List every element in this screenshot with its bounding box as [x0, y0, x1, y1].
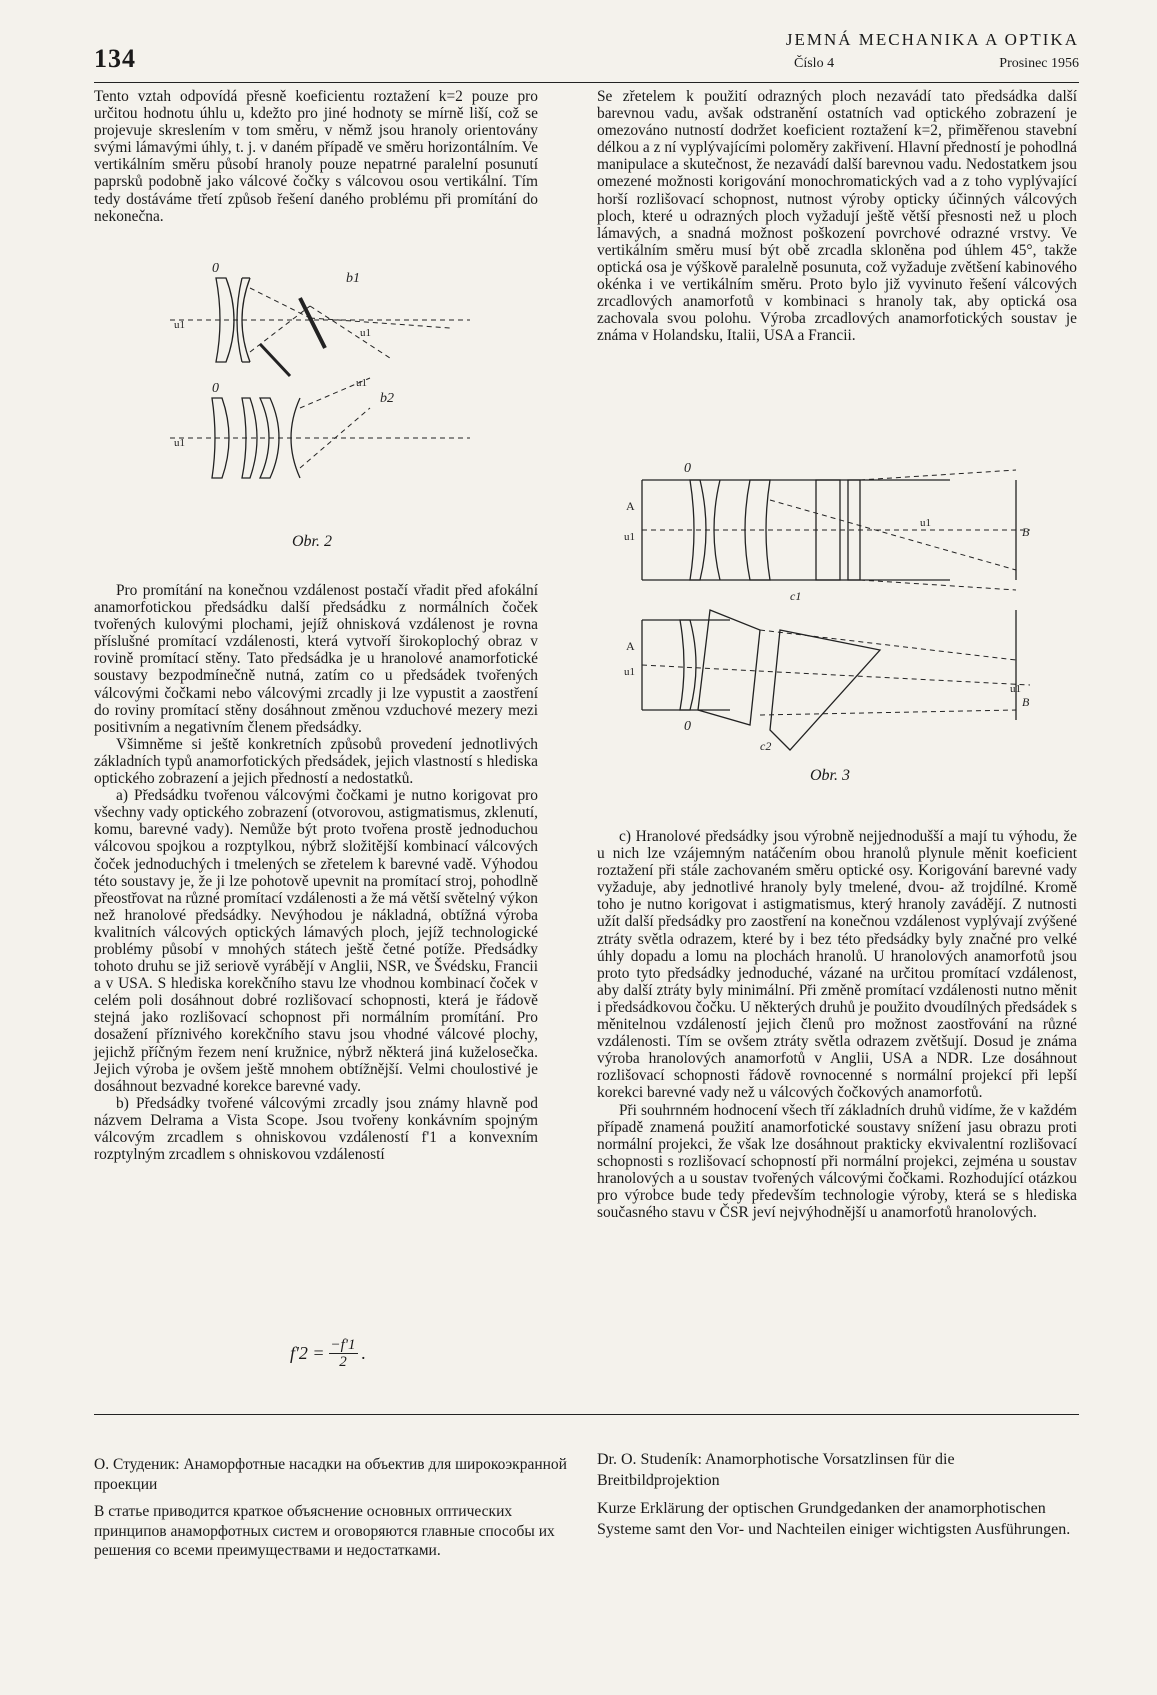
- formula-end: .: [361, 1343, 366, 1363]
- mirror-b1: [300, 298, 325, 348]
- page-number: 134: [94, 44, 136, 73]
- paragraph: c) Hranolové předsádky jsou výrobně nejjednodušší a mají tu výhodu, že u nich lze vzájemným natáčením obou hranolů plynule měnit koeficient roztažení při stále zachovaném směru optické osy. Korigování barevné vady vyžaduje, aby jednotlivé hranoly byly tmelené, dvou- až trojdílné. Kromě toho je nutno korigovat i astigmatismus, který hranoly zavádějí. Z nutnosti užít další předsádky pro zaostření na konečnou vzdálenost vyplývají zvýšené ztráty světla odrazem, které by i bez této předsádky byly značné pro velké úhly dopadu a lomu na plochách hranolů. U hranolových anamorfotů jsou proto tyto předsádky jednoduché, vázané na určitou promítací vzdálenost, aby další ztráty byly minimální. Při změně promítací vzdálenosti nutno měnit i předsádkovou čočku. U některých druhů je použito dvoudílných předsádek s měnitelnou vzdáleností jejich členů pro možnost zaostřování na různé vzdálenosti. Tím se ovšem ztráty světla odrazem zvětšují. Dosud je známa výroba hranolových anamorfotů v Anglii, USA a NDR. Lze dosáhnout rozlišovací schopnosti řádově rovnocenné s normální projekcí při lepší korekci barevné vady než u válcových čočkových anamorfotů.: [597, 828, 1077, 1102]
- figure-2-caption: Obr. 2: [292, 533, 333, 550]
- fig2-label: u1: [174, 319, 185, 331]
- formula: [290, 1337, 366, 1370]
- formula-lhs: f'2 =: [290, 1343, 325, 1363]
- lens-c1-3: [816, 480, 840, 580]
- abstract-rule: [94, 1414, 1079, 1415]
- journal-date: Prosinec 1956: [999, 56, 1079, 71]
- column-right-top: [597, 88, 1077, 344]
- paragraph: Tento vztah odpovídá přesně koeficientu roztažení k=2 pouze pro určitou hodnotu úhlu u, kdežto pro jiné hodnoty se mírně liší, což se projevuje skreslením v tom směru, v němž jsou hranoly orientovány svými lámavými úhly, t. j. v daném případě ve směru horizontálním. Ve vertikálním směru působí hranoly pouze nepatrné paralelní posunutí paprsků podobně jako válcové čočky s válcovou osou vertikální. Tím tedy dostáváme třetí způsob řešení daného problému při promítání do nekonečna.: [94, 88, 538, 225]
- column-left-top: [94, 88, 538, 225]
- paragraph: a) Předsádku tvořenou válcovými čočkami je nutno korigovat pro všechny vady optického zobrazení (otvorovou, astigmatismus, zklenutí, komu, barevné vady). Nemůže být proto tvořena prostě jednoduchou válcovou spojkou a rozptylkou, nýbrž složitější kombinací válcových čoček jednoduchých i tmelených se zřetelem k barevné vadě. Výhodou této soustavy je, že ji lze pohotově upevnit na promítací stroj, pohodlně přeostřovat na různé promítací vzdálenosti a že má větší světelný výkon než hranolové předsádky. Nevýhodou je nákladná, obtížná výroba kvalitních válcových optických lámavých ploch, jejíž technologické problémy působí v mnohých státech ještě četné potíže. Předsádky tohoto druhu se již seriově vyrábějí v Anglii, NSR, ve Švédsku, Francii a v USA. S hlediska korekčního stavu lze vhodnou kombinací čoček v celém poli dosáhnout dobré rozlišovací schopnosti, která je řádově stejná jako rozlišovací schopnost při normálním promítání. Pro dosažení příznivého korekčního stavu jsou vhodné válcové plochy, jejichž příčným řezem není kružnice, nýbrž některá jiná kuželosečka. Jejich výroba je ovšem ještě mnohem obtížnější. Velmi choulostivé je dosáhnout bezvadné korekce barevné vady.: [94, 787, 538, 1095]
- fig3-label: 0: [684, 461, 691, 476]
- paragraph: Všimněme si ještě konkretních způsobů provedení jednotlivých základních typů anamorfotických předsádek, jejich vlastností s hlediska optického zobrazení a jejich předností a nedostatků.: [94, 735, 538, 788]
- column-left-bottom: [94, 582, 538, 1163]
- formula-denominator: 2: [339, 1354, 347, 1370]
- abstract-de-title: Dr. O. Studeník: Anamorphotische Vorsatzlinsen für die Breitbildprojektion: [597, 1451, 955, 1489]
- lens-c1-2: [745, 480, 770, 580]
- paragraph: Při souhrnném hodnocení všech tří základních druhů vidíme, že v každém případě znamená použití anamorfotické soustavy snížení jasu obrazu proti normální projekci, že však lze dosáhnout prakticky ekvivalentní rozlišovací schopnosti s rozlišovací schopností při normální projekci, zejména u soustav hranolových a u soustav tvořených válcovými čočkami. Rozhodující otázkou pro výrobce bude tedy především technologie výroby, která se s hlediska současného stavu v ČSR jeví nejvýhodnější u anamorfotů hranolových.: [597, 1101, 1077, 1222]
- prism-c2-1: [698, 610, 760, 725]
- journal-issue: Číslo 4: [794, 56, 835, 71]
- formula-numerator: −f'1: [330, 1337, 356, 1353]
- paragraph: b) Předsádky tvořené válcovými zrcadly jsou známy hlavně pod názvem Delrama a Vista Scope. Jsou tvořeny konkávním spojným válcovým zrcadlem s ohniskovou vzdáleností f'1 a konvexním rozptylným zrcadlem s ohniskovou vzdáleností: [94, 1094, 538, 1164]
- figure-2-diagram: [160, 258, 490, 498]
- fig2-label: b2: [380, 391, 394, 406]
- fig2-label: b1: [346, 271, 360, 286]
- figure-3-caption: Obr. 3: [810, 767, 851, 784]
- fig3-label: u1: [624, 666, 635, 678]
- abstract-russian: [94, 1455, 568, 1569]
- optical-axis-3b: [642, 665, 1030, 685]
- fig3-label: B: [1022, 695, 1030, 709]
- paragraph: Se zřetelem k použití odrazných ploch nezavádí tato předsádka další barevnou vadu, avšak odstranění ostatních vad optického zobrazení je omezováno nutností dodržet koeficient roztažení k=2, přiměřenou stavební délkou a z ní vyplývajícími poloměry zakřivení. Hlavní předností je pohodlná manipulace a skutečnost, že nezavádí další barevnou vadu. Nedostatkem jsou omezené možnosti korigování monochromatických vad a z toho vyplývající horší rozlišovací schopnost, nutnost výroby opticky účinných válcových ploch, které u odrazných ploch vyžadují ještě větší přesnosti než u ploch lámavých, a snadná možnost poškození povrchové odrazné vrstvy. Ve vertikálním směru musí být obě zrcadla skloněna pod úhlem 45°, takže optická osa je výškově paralelně posunuta, což vyžaduje zvětšení kabinového okénka i ve vertikálním směru. Proto bylo již vyvinuto řešení válcových zrcadlových anamorfotů v kombinaci s hranoly tak, aby optická osa zachovala svou polohu. Výroba zrcadlových anamorfotických soustav je známa v Holandsku, Italii, USA a Francii.: [597, 88, 1077, 345]
- journal-title: JEMNÁ MECHANIKA A OPTIKA: [785, 30, 1079, 49]
- mirror-small: [260, 344, 290, 376]
- abstract-de-body: Kurze Erklärung der optischen Grundgedanken der anamorphotischen Systeme samt den Vor- und Nachteilen einiger wichtigsten Ausführungen.: [597, 1500, 1071, 1538]
- fig2-label: u1: [174, 437, 185, 449]
- fig3-label: A: [626, 639, 635, 653]
- formula-fraction: [329, 1337, 358, 1370]
- fig2-label: 0: [212, 261, 219, 276]
- figure-3-diagram: [620, 460, 1040, 760]
- fig3-label: u1: [1010, 683, 1021, 695]
- fig3-label: c1: [790, 589, 802, 603]
- abstract-german: [597, 1450, 1077, 1548]
- prism-c2-2: [770, 630, 880, 750]
- fig3-label: c2: [760, 739, 772, 753]
- fig3-label: u1: [920, 517, 931, 529]
- fig2-label: u1: [356, 377, 367, 389]
- column-right-bottom: [597, 828, 1077, 1221]
- fig3-label: B: [1022, 525, 1030, 539]
- fig2-label: 0: [212, 381, 219, 396]
- fig3-label: 0: [684, 719, 691, 734]
- fig3-label: A: [626, 499, 635, 513]
- paragraph: Pro promítání na konečnou vzdálenost postačí vřadit před afokální anamorfotickou předsádku další předsádku z normálních čoček tvořených kulovými plochami, jejíž ohnisková vzdálenost je rovna příslušné promítací vzdálenosti, která vytvoří širokoplochý obraz v rovině promítací stěny. Tato předsádka je u hranolové anamorfotické soustavy bezpodmínečně nutná, zatím co u předsádek tvořených válcovými čočkami nebo válcovými zrcadly ji lze vypustit a zaostření do roviny promítací stěny dosáhnout změnou vzduchové mezery mezi positivním a negativním členem předsádky.: [94, 582, 538, 736]
- abstract-ru-body: В статье приводится краткое объяснение основных оптических принципов анаморфотных систем и оговоряются главные способы их решения со всеми преимуществами и недостатками.: [94, 1503, 555, 1559]
- abstract-ru-title: О. Студеник: Анаморфотные насадки на объектив для широкоэкранной проекции: [94, 1456, 567, 1493]
- fig3-label: u1: [624, 531, 635, 543]
- lens-c2-1: [680, 620, 696, 710]
- fig2-label: u1: [360, 327, 371, 339]
- header-rule: [94, 82, 1079, 83]
